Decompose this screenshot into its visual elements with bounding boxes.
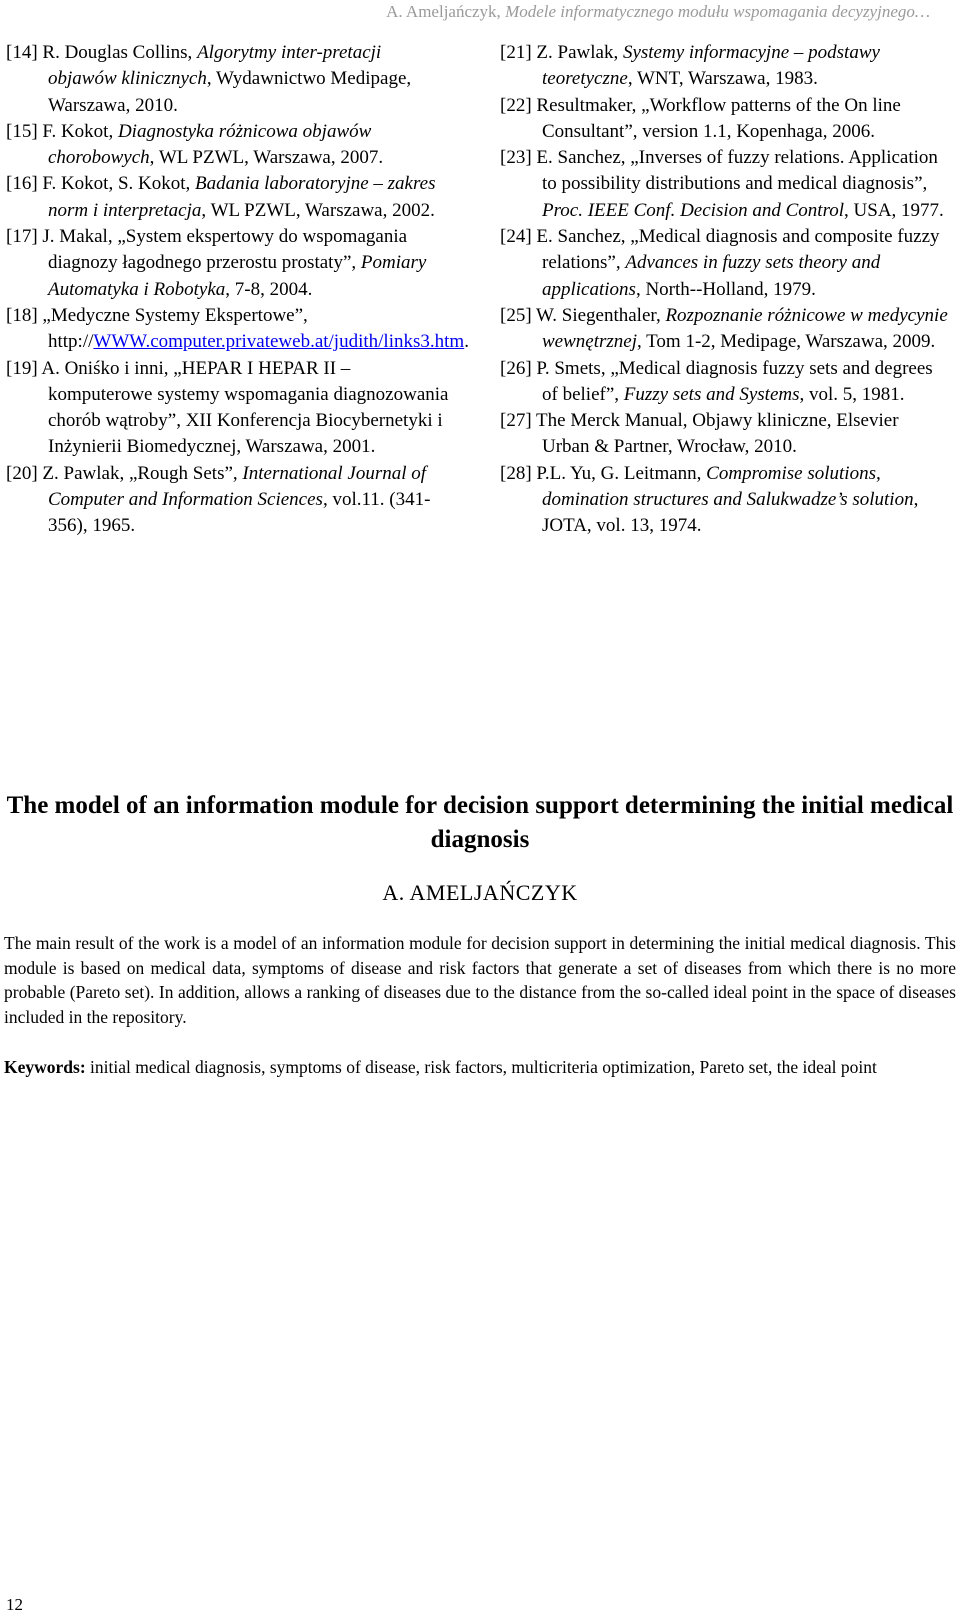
reference-text: [20] Z. Pawlak, „Rough Sets”, (6, 462, 243, 484)
reference-text: , vol.11. (341-356), 1965. (48, 489, 431, 537)
paper-author: A. AMELJAŃCZYK (382, 880, 578, 905)
reference-title: Algorytmy inter-pretacji objawów klinicznych (48, 42, 382, 90)
reference-title: Badania laboratoryjne – zakres norm i interpretacja (48, 173, 436, 221)
reference-text: , WL PZWL, Warszawa, 2007. (149, 147, 384, 169)
references-left-column (6, 40, 469, 540)
reference-text: , USA, 1977. (844, 199, 944, 221)
reference-text: . (464, 331, 469, 353)
paper-title: The model of an information module for decision support determining the initial medical diagnosis (6, 792, 954, 853)
reference-title: Rozpoznanie różnicowe w medycynie wewnętrznej (542, 304, 948, 353)
reference-title: Compromise solutions, domination structures and Salukwadze’s solution (542, 462, 914, 511)
reference-item (6, 461, 451, 540)
abstract: The main result of the work is a model of an information module for decision support in determining the initial medical diagnosis. This module is based on medical data, symptoms of disease and risk factors that generate a set of diseases from which there is no more probable (Pareto set). In addition, allows a ranking of diseases due to the distance from the so-called ideal point in the space of diseases included in the repository. (4, 933, 956, 1027)
reference-item (6, 40, 451, 119)
reference-text: [28] P.L. Yu, G. Leitmann, (500, 462, 707, 484)
reference-item (6, 356, 451, 461)
reference-item (500, 303, 950, 356)
reference-text: [27] The Merck Manual, Objawy kliniczne, Elsevier Urban & Partner, Wrocław, 2010. (500, 410, 899, 458)
reference-item (500, 224, 950, 303)
reference-item (6, 171, 451, 224)
reference-text: [15] F. Kokot, (6, 120, 118, 142)
reference-text: [19] A. Oniśko i inni, „HEPAR I HEPAR II – komputerowe systemy wspomagania diagnozowania chorób wątroby”, XII Konferencja Biocybernetyki i Inżynierii Biomedycznej, Warszawa, 2001. (6, 357, 449, 458)
reference-text: , vol. 5, 1981. (799, 383, 905, 405)
reference-text: , North--Holland, 1979. (635, 278, 816, 300)
reference-text: [18] „Medyczne Systemy Ekspertowe”, http:// (6, 304, 308, 353)
reference-text: , 7-8, 2004. (225, 278, 313, 300)
reference-text: , Tom 1-2, Medipage, Warszawa, 2009. (637, 331, 936, 353)
reference-text: [22] Resultmaker, „Workflow patterns of the On line Consultant”, version 1.1, Kopenhaga, 2006. (500, 94, 901, 142)
reference-text: , JOTA, vol. 13, 1974. (542, 489, 919, 537)
running-header-author: A. Ameljańczyk, (386, 2, 506, 21)
reference-title: Fuzzy sets and Systems (623, 383, 800, 405)
reference-text: , WNT, Warszawa, 1983. (627, 68, 818, 90)
reference-text: , WL PZWL, Warszawa, 2002. (201, 199, 435, 221)
reference-item (500, 408, 950, 461)
running-header (386, 0, 930, 24)
reference-text: [24] E. Sanchez, „Medical diagnosis and composite fuzzy relations”, (500, 226, 940, 274)
reference-item (500, 356, 950, 409)
reference-title: Proc. IEEE Conf. Decision and Control (542, 199, 845, 221)
reference-text: [23] E. Sanchez, „Inverses of fuzzy relations. Application to possibility distributions and medical diagnosis”, (500, 147, 938, 195)
reference-title: Diagnostyka różnicowa objawów chorobowych (48, 120, 372, 169)
reference-title: Pomiary Automatyka i Robotyka (48, 252, 427, 300)
reference-text: , Wydawnictwo Medipage, Warszawa, 2010. (48, 68, 412, 116)
keywords (4, 1055, 956, 1080)
reference-text: [14] R. Douglas Collins, (6, 42, 198, 63)
reference-item (6, 303, 469, 356)
reference-item (500, 40, 950, 93)
reference-text: [26] P. Smets, „Medical diagnosis fuzzy sets and degrees of belief”, (500, 357, 933, 405)
reference-item (6, 119, 451, 172)
reference-title: Advances in fuzzy sets theory and applications (542, 252, 881, 300)
reference-text: [21] Z. Pawlak, (500, 42, 623, 63)
reference-text: [17] J. Makal, „System ekspertowy do wspomagania diagnozy łagodnego przerostu prostaty”, (6, 226, 408, 274)
references-right-column (500, 40, 950, 540)
reference-text: [16] F. Kokot, S. Kokot, (6, 173, 196, 195)
reference-text: [25] W. Siegenthaler, (500, 304, 666, 326)
reference-item (6, 224, 451, 303)
keywords-label: Keywords: (4, 1057, 86, 1077)
page-number: 12 (6, 1595, 23, 1614)
running-header-title: Modele informatycznego modułu wspomagania decyzyjnego… (505, 2, 930, 21)
reference-title: International Journal of Computer and Information Sciences (48, 462, 427, 511)
reference-title: Systemy informacyjne – podstawy teoretyczne (542, 42, 880, 90)
reference-item (500, 145, 950, 224)
reference-item (500, 93, 950, 146)
keywords-text: initial medical diagnosis, symptoms of disease, risk factors, multicriteria optimization, Pareto set, the ideal point (85, 1057, 877, 1077)
reference-item (500, 461, 950, 540)
reference-link[interactable]: WWW.computer.privateweb.at/judith/links3.htm (93, 331, 465, 353)
